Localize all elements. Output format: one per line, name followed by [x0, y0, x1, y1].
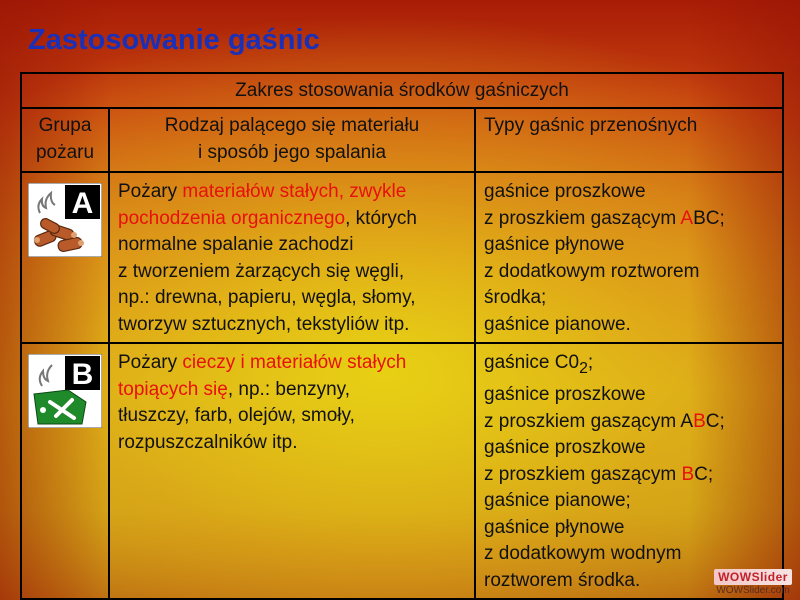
- text-segment: rozpuszczalników itp.: [118, 431, 298, 453]
- table-row: [21, 172, 783, 343]
- type-line: [484, 382, 774, 409]
- material-line: [118, 430, 466, 457]
- wowslider-watermark: [714, 569, 792, 597]
- text-segment: np.: drewna, papieru, węgla, słomy,: [118, 287, 416, 308]
- text-segment: tłuszczy, farb, olejów, smoły,: [118, 405, 355, 426]
- highlight-text: pochodzenia organicznego: [118, 207, 346, 229]
- text-segment: Pożary: [118, 352, 183, 373]
- type-line: [484, 232, 774, 259]
- highlight-text: B: [681, 463, 695, 485]
- material-line: [118, 232, 466, 259]
- type-line: [484, 285, 774, 312]
- material-line: [118, 377, 466, 404]
- material-line: [118, 259, 466, 286]
- material-line: [118, 179, 466, 206]
- icon-letter: A: [71, 187, 94, 220]
- material-line: [118, 285, 466, 312]
- header-material-line: i sposób jego spalania: [197, 141, 387, 163]
- icon-cell: [21, 172, 109, 343]
- watermark-url: WOWSlider.com: [716, 585, 790, 596]
- text-segment: gaśnice pianowe;: [484, 490, 631, 512]
- type-line: [484, 350, 774, 382]
- type-line: [484, 409, 774, 436]
- type-line: [484, 312, 774, 339]
- text-segment: , np.: benzyny,: [227, 378, 351, 400]
- slide-title: Zastosowanie gaśnic: [28, 24, 320, 56]
- text-segment: gaśnice płynowe: [484, 234, 625, 255]
- text-segment: C;: [694, 463, 714, 485]
- material-cell: [109, 343, 475, 599]
- text-segment: z dodatkowym wodnym: [484, 543, 682, 565]
- highlight-text: B: [693, 410, 706, 432]
- text-segment: z proszkiem gaszącym: [484, 463, 682, 485]
- type-line: [484, 259, 774, 286]
- material-line: [118, 403, 466, 430]
- text-segment: BC;: [693, 207, 725, 229]
- text-segment: gaśnice płynowe: [484, 516, 625, 538]
- text-segment: gaśnice proszkowe: [484, 181, 646, 202]
- fire-class-b-icon: [28, 354, 102, 428]
- highlight-text: topiących się: [118, 378, 228, 400]
- text-segment: tworzyw sztucznych, tekstyliów itp.: [118, 313, 410, 335]
- watermark-brand: WOWSlider: [714, 569, 792, 585]
- text-segment: gaśnice proszkowe: [484, 437, 646, 459]
- text-segment: Pożary: [118, 181, 183, 202]
- text-segment: C;: [705, 410, 725, 432]
- highlight-text: A: [680, 207, 694, 229]
- header-group: [21, 108, 109, 172]
- text-segment: roztworem środka.: [484, 569, 641, 591]
- text-segment: , których: [345, 207, 417, 229]
- text-segment: gaśnice proszkowe: [484, 384, 646, 406]
- text-segment: 2: [579, 359, 588, 377]
- material-cell: [109, 172, 475, 343]
- type-line: [484, 206, 774, 233]
- types-cell: [475, 172, 783, 343]
- header-material-line: Rodzaj palącego się materiału: [164, 115, 420, 136]
- type-line: [484, 462, 774, 489]
- header-material: [109, 108, 475, 172]
- text-segment: gaśnice pianowe.: [484, 313, 631, 335]
- type-line: [484, 435, 774, 462]
- type-line: [484, 541, 774, 568]
- text-segment: ;: [587, 352, 594, 373]
- table-caption: Zakres stosowania środków gaśniczych: [21, 73, 783, 108]
- type-line: [484, 515, 774, 542]
- header-group-line: Grupa: [38, 115, 92, 136]
- text-segment: gaśnice C0: [484, 352, 580, 373]
- fire-class-a-icon: [28, 183, 102, 257]
- table-row: [21, 343, 783, 599]
- text-segment: z proszkiem gaszącym A: [484, 410, 694, 432]
- icon-letter: B: [71, 358, 94, 391]
- icon-cell: [21, 343, 109, 599]
- text-segment: normalne spalanie zachodzi: [118, 234, 354, 255]
- text-segment: z dodatkowym roztworem: [484, 260, 700, 282]
- text-segment: z proszkiem gaszącym: [484, 207, 681, 229]
- text-segment: z tworzeniem żarzących się węgli,: [118, 260, 405, 282]
- material-line: [118, 206, 466, 233]
- highlight-text: cieczy i materiałów stałych: [182, 352, 407, 373]
- header-types: Typy gaśnic przenośnych: [475, 108, 783, 172]
- type-line: [484, 179, 774, 206]
- types-cell: [475, 343, 783, 599]
- extinguisher-table: [20, 72, 784, 600]
- material-line: [118, 350, 466, 377]
- highlight-text: materiałów stałych, zwykle: [182, 181, 407, 202]
- material-line: [118, 312, 466, 339]
- header-group-line: pożaru: [35, 141, 95, 163]
- type-line: [484, 488, 774, 515]
- text-segment: środka;: [484, 287, 547, 308]
